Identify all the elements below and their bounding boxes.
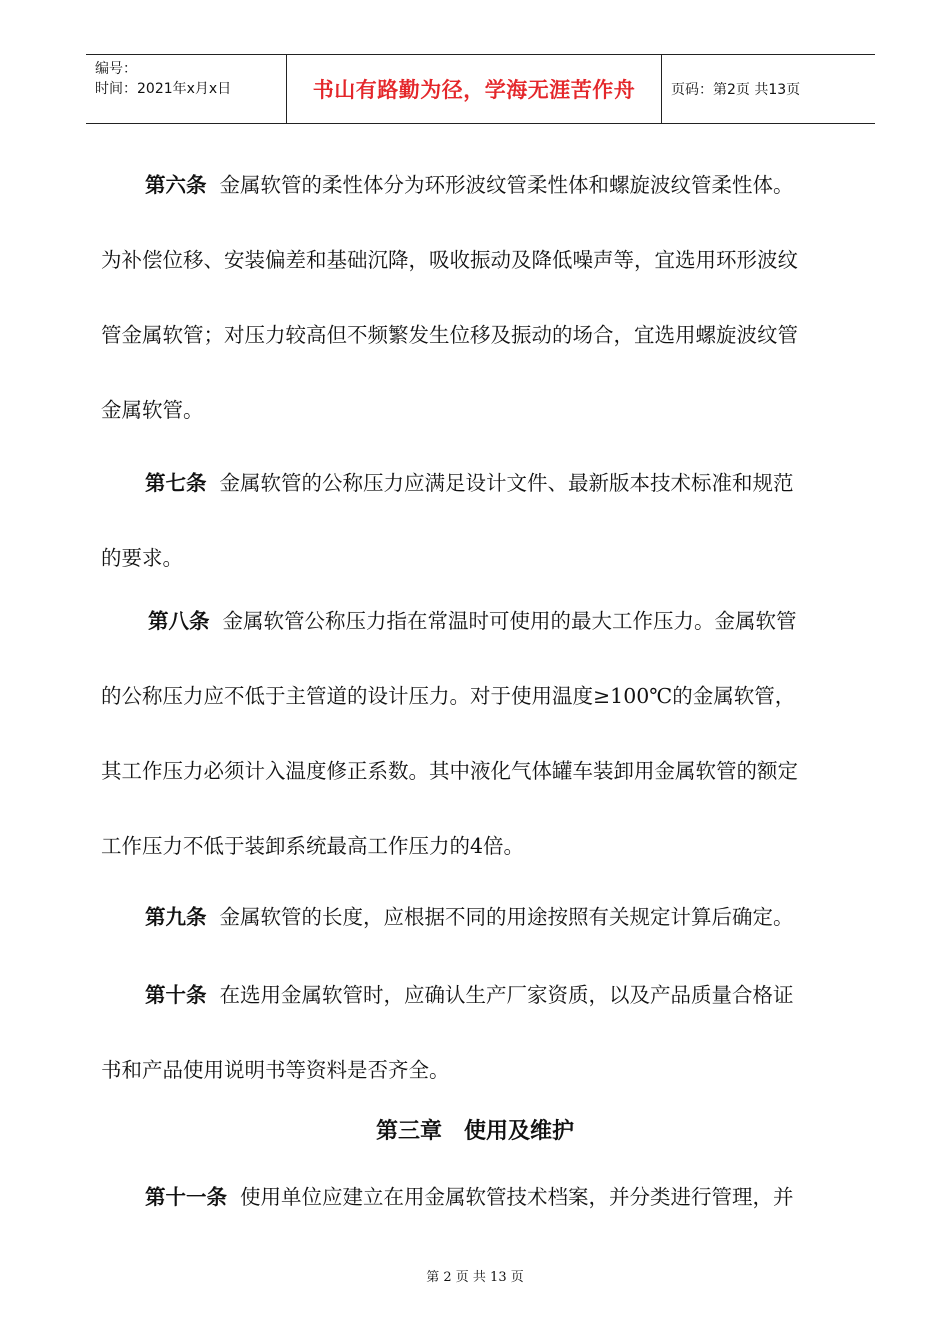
article-7-text-2: 的要求。	[101, 546, 183, 570]
header-meta	[86, 55, 286, 123]
article-8-title: 第八条	[148, 609, 210, 633]
article-7-title: 第七条	[145, 471, 207, 495]
chapter-title: 第三章 使用及维护	[375, 1118, 574, 1144]
article-10-text-2: 书和产品使用说明书等资料是否齐全。	[101, 1058, 450, 1082]
article-8-text-2: 的公称压力应不低于主管道的设计压力。对于使用温度≥100℃的金属软管，	[101, 684, 796, 708]
article-9-text-1: 金属软管的长度，应根据不同的用途按照有关规定计算后确定。	[219, 905, 794, 929]
page-header	[86, 54, 875, 124]
doc-number-label: 编号：	[95, 61, 137, 77]
article-8-line-1	[148, 604, 797, 634]
article-10-title: 第十条	[145, 983, 207, 1007]
article-10-text-1: 在选用金属软管时，应确认生产厂家资质，以及产品质量合格证	[219, 983, 794, 1007]
article-6-title: 第六条	[145, 173, 207, 197]
page-footer: 第 2 页 共 13 页	[426, 1270, 524, 1285]
header-motto: 书山有路勤为径，学海无涯苦作舟	[312, 78, 636, 102]
article-6-text-2: 为补偿位移、安装偏差和基础沉降，吸收振动及降低噪声等，宜选用环形波纹	[101, 248, 798, 272]
article-8-text-4: 工作压力不低于装卸系统最高工作压力的4倍。	[101, 834, 525, 858]
doc-time-label: 时间：2021年x月x日	[95, 81, 232, 97]
article-6-text-4: 金属软管。	[101, 398, 204, 422]
article-11-text-1: 使用单位应建立在用金属软管技术档案，并分类进行管理，并	[240, 1185, 794, 1209]
article-7-text-1: 金属软管的公称压力应满足设计文件、最新版本技术标准和规范	[219, 471, 794, 495]
header-page-cell	[661, 55, 875, 123]
header-page-label: 页码：第2页 共13页	[671, 82, 801, 98]
article-9-title: 第九条	[145, 905, 207, 929]
article-6-text-1: 金属软管的柔性体分为环形波纹管柔性体和螺旋波纹管柔性体。	[219, 173, 794, 197]
article-8-text-3: 其工作压力必须计入温度修正系数。其中液化气体罐车装卸用金属软管的额定	[101, 759, 798, 783]
header-motto-cell	[286, 55, 662, 123]
article-8-text-1: 金属软管公称压力指在常温时可使用的最大工作压力。金属软管	[222, 609, 797, 633]
article-6-line-1	[145, 168, 794, 198]
article-11-line-1	[145, 1180, 794, 1210]
article-7-line-1	[145, 466, 794, 496]
article-6-text-3: 管金属软管；对压力较高但不频繁发生位移及振动的场合，宜选用螺旋波纹管	[101, 323, 798, 347]
article-9-line-1	[145, 900, 794, 930]
article-11-title: 第十一条	[145, 1185, 227, 1209]
article-10-line-1	[145, 978, 794, 1008]
